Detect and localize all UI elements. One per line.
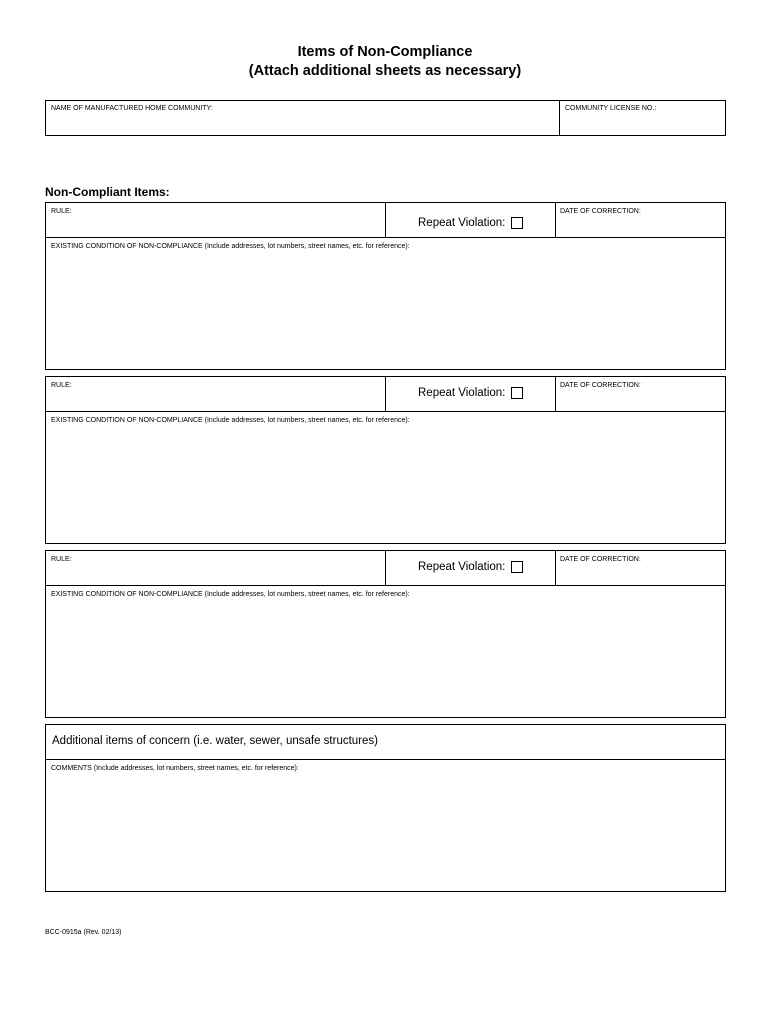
- item-divider: [46, 585, 725, 586]
- community-name-field[interactable]: [47, 114, 557, 134]
- date-divider: [555, 203, 556, 237]
- rule-field[interactable]: [47, 217, 383, 235]
- rule-field[interactable]: [47, 565, 383, 583]
- community-name-label: NAME OF MANUFACTURED HOME COMMUNITY:: [51, 105, 213, 112]
- date-of-correction-label: DATE OF CORRECTION:: [560, 382, 641, 389]
- rule-divider: [385, 377, 386, 411]
- condition-label: EXISTING CONDITION OF NON-COMPLIANCE (Include addresses, lot numbers, street names, etc. for reference):: [51, 591, 410, 598]
- repeat-violation-label: Repeat Violation:: [418, 561, 506, 573]
- condition-label: EXISTING CONDITION OF NON-COMPLIANCE (Include addresses, lot numbers, street names, etc. for reference):: [51, 243, 410, 250]
- repeat-violation: [418, 387, 523, 399]
- repeat-violation-label: Repeat Violation:: [418, 217, 506, 229]
- item-divider: [46, 411, 725, 412]
- form-number: BCC-0915a (Rev. 02/13): [45, 929, 122, 936]
- header-divider: [559, 101, 560, 135]
- section-title: Non-Compliant Items:: [45, 185, 170, 199]
- community-info-box: [45, 100, 726, 136]
- date-divider: [555, 377, 556, 411]
- date-of-correction-field[interactable]: [558, 391, 724, 409]
- rule-divider: [385, 203, 386, 237]
- date-divider: [555, 551, 556, 585]
- rule-label: RULE:: [51, 382, 72, 389]
- condition-field[interactable]: [47, 427, 724, 541]
- license-number-field[interactable]: [562, 114, 724, 134]
- date-of-correction-field[interactable]: [558, 565, 724, 583]
- repeat-violation-checkbox[interactable]: [511, 561, 523, 573]
- repeat-violation: [418, 217, 523, 229]
- violation-item-3: [45, 550, 726, 718]
- rule-label: RULE:: [51, 208, 72, 215]
- comments-field[interactable]: [47, 775, 724, 889]
- repeat-violation-label: Repeat Violation:: [418, 387, 506, 399]
- comments-label: COMMENTS (Include addresses, lot numbers, street names, etc. for reference):: [51, 765, 299, 772]
- violation-item-1: [45, 202, 726, 370]
- condition-field[interactable]: [47, 601, 724, 715]
- repeat-violation-checkbox[interactable]: [511, 387, 523, 399]
- repeat-violation: [418, 561, 523, 573]
- additional-divider: [46, 759, 725, 760]
- additional-concerns-heading: Additional items of concern (i.e. water, sewer, unsafe structures): [52, 735, 378, 747]
- date-of-correction-field[interactable]: [558, 217, 724, 235]
- rule-field[interactable]: [47, 391, 383, 409]
- date-of-correction-label: DATE OF CORRECTION:: [560, 208, 641, 215]
- form-title: Items of Non-Compliance: [297, 44, 473, 60]
- date-of-correction-label: DATE OF CORRECTION:: [560, 556, 641, 563]
- violation-item-2: [45, 376, 726, 544]
- item-divider: [46, 237, 725, 238]
- rule-label: RULE:: [51, 556, 72, 563]
- condition-field[interactable]: [47, 253, 724, 367]
- condition-label: EXISTING CONDITION OF NON-COMPLIANCE (Include addresses, lot numbers, street names, etc. for reference):: [51, 417, 410, 424]
- additional-concerns-box: [45, 724, 726, 892]
- license-number-label: COMMUNITY LICENSE NO.:: [565, 105, 657, 112]
- repeat-violation-checkbox[interactable]: [511, 217, 523, 229]
- rule-divider: [385, 551, 386, 585]
- form-subtitle: (Attach additional sheets as necessary): [248, 63, 522, 79]
